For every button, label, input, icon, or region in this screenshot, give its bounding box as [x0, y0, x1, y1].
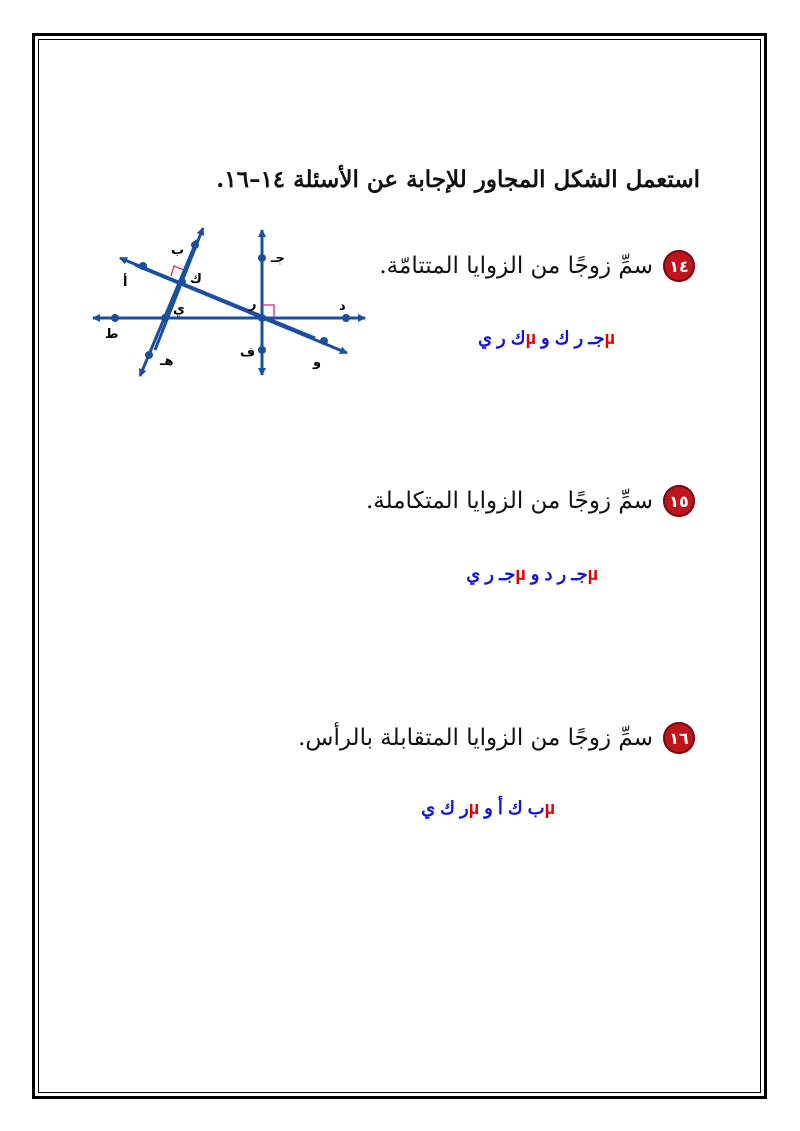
label-k: ك — [190, 272, 202, 287]
answer-16: µب ك أ و µر ك ي — [421, 798, 555, 818]
label-d: د — [339, 299, 346, 314]
label-b: ب — [171, 243, 185, 258]
question-16 — [298, 722, 695, 754]
label-f: ف — [240, 345, 256, 360]
label-a: أ — [123, 275, 128, 290]
question-text: سمِّ زوجًا من الزوايا المتقابلة بالرأس. — [298, 725, 653, 751]
label-h: هـ — [160, 354, 174, 369]
label-t: ط — [105, 327, 119, 342]
label-j: جـ — [271, 251, 285, 266]
question-number-badge: ١٥ — [663, 485, 695, 517]
answer-14: µجـ ر ك و µك ر ي — [477, 328, 615, 348]
geometry-diagram — [85, 220, 375, 385]
question-14 — [379, 250, 695, 282]
page-border-inner — [38, 39, 761, 1093]
question-15 — [366, 485, 695, 517]
instruction-heading: استعمل الشكل المجاور للإجابة عن الأسئلة ١٤–١٦. — [216, 166, 700, 193]
question-number-badge: ١٤ — [663, 250, 695, 282]
answer-15: µجـ ر د و µجـ ر ي — [466, 564, 598, 584]
label-r: ر — [249, 297, 257, 312]
question-number-badge: ١٦ — [663, 722, 695, 754]
label-y: ي — [173, 302, 185, 317]
label-w: و — [313, 355, 322, 370]
question-text: سمِّ زوجًا من الزوايا المتتامّة. — [379, 253, 653, 279]
question-text: سمِّ زوجًا من الزوايا المتكاملة. — [365, 488, 653, 514]
